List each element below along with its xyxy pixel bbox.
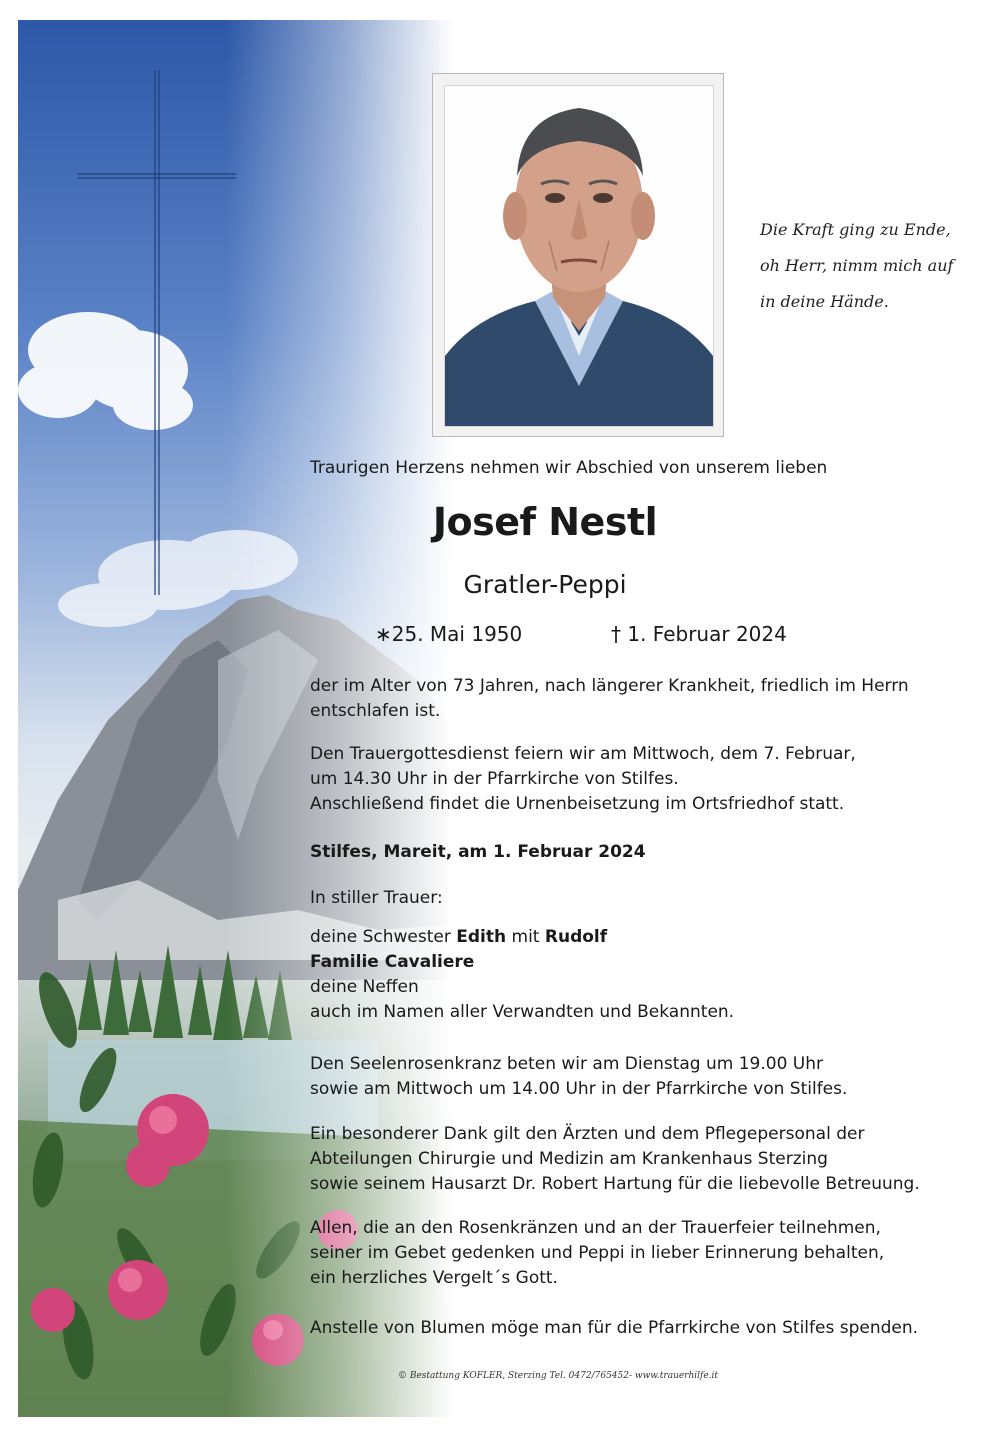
sister-prefix: deine Schwester — [310, 927, 457, 947]
paragraph-line: seiner im Gebet gedenken und Peppi in lieber Erinnerung behalten, — [310, 1243, 885, 1263]
deceased-name: Josef Nestl — [432, 500, 658, 544]
deceased-nickname: Gratler-Peppi — [463, 570, 627, 599]
rosary-paragraph — [310, 1052, 847, 1102]
portrait-photo — [444, 85, 714, 427]
birth-date: ∗25. Mai 1950 — [375, 622, 523, 646]
life-dates — [375, 622, 787, 647]
paragraph-line: sowie seinem Hausarzt Dr. Robert Hartung für die liebevolle Betreuung. — [310, 1174, 920, 1194]
sister-partner: Rudolf — [544, 927, 608, 947]
mourner-sister — [310, 925, 734, 950]
paragraph-line: um 14.30 Uhr in der Pfarrkirche von Stilfes. — [310, 769, 679, 789]
mourner-family: Familie Cavaliere — [310, 952, 475, 972]
quote-line: oh Herr, nimm mich auf — [760, 256, 954, 275]
cross-icon — [78, 70, 238, 600]
paragraph-line: sowie am Mittwoch um 14.00 Uhr in der Pfarrkirche von Stilfes. — [310, 1079, 848, 1099]
paragraph-line: der im Alter von 73 Jahren, nach längerer Krankheit, friedlich im Herrn — [310, 676, 909, 696]
place-date: Stilfes, Mareit, am 1. Februar 2024 — [310, 842, 646, 862]
quote-line: Die Kraft ging zu Ende, — [760, 220, 951, 239]
service-paragraph — [310, 742, 856, 817]
mourners-list — [310, 925, 734, 1025]
portrait-frame — [432, 73, 724, 437]
paragraph-line: Allen, die an den Rosenkränzen und an der Trauerfeier teilnehmen, — [310, 1218, 881, 1238]
intro-line: Traurigen Herzens nehmen wir Abschied von unserem lieben — [310, 458, 828, 478]
memorial-quote — [760, 212, 964, 320]
gratitude-paragraph — [310, 1216, 884, 1291]
paragraph-line: Den Trauergottesdienst feiern wir am Mittwoch, dem 7. Februar, — [310, 744, 856, 764]
funeral-home-footer: © Bestattung KOFLER, Sterzing Tel. 0472/765452- www.trauerhilfe.it — [398, 1371, 719, 1381]
paragraph-line: entschlafen ist. — [310, 701, 441, 721]
paragraph-line: Ein besonderer Dank gilt den Ärzten und dem Pflegepersonal der — [310, 1124, 865, 1144]
sister-name: Edith — [456, 927, 507, 947]
passing-paragraph — [310, 674, 909, 724]
mourners-heading: In stiller Trauer: — [310, 888, 443, 908]
death-date: † 1. Februar 2024 — [611, 622, 787, 646]
portrait-illustration — [445, 86, 713, 426]
paragraph-line: Den Seelenrosenkranz beten wir am Dienstag um 19.00 Uhr — [310, 1054, 824, 1074]
obituary-text — [310, 456, 960, 1338]
paragraph-line: Anschließend findet die Urnenbeisetzung im Ortsfriedhof statt. — [310, 794, 845, 814]
quote-line: in deine Hände. — [760, 292, 889, 311]
paragraph-line: ein herzliches Vergelt´s Gott. — [310, 1268, 558, 1288]
mourner-nephews: deine Neffen — [310, 977, 419, 997]
sister-mid: mit — [506, 927, 545, 947]
thanks-paragraph — [310, 1122, 920, 1197]
mourner-relatives: auch im Namen aller Verwandten und Bekannten. — [310, 1002, 735, 1022]
donation-note: Anstelle von Blumen möge man für die Pfarrkirche von Stilfes spenden. — [310, 1318, 919, 1338]
paragraph-line: Abteilungen Chirurgie und Medizin am Krankenhaus Sterzing — [310, 1149, 828, 1169]
